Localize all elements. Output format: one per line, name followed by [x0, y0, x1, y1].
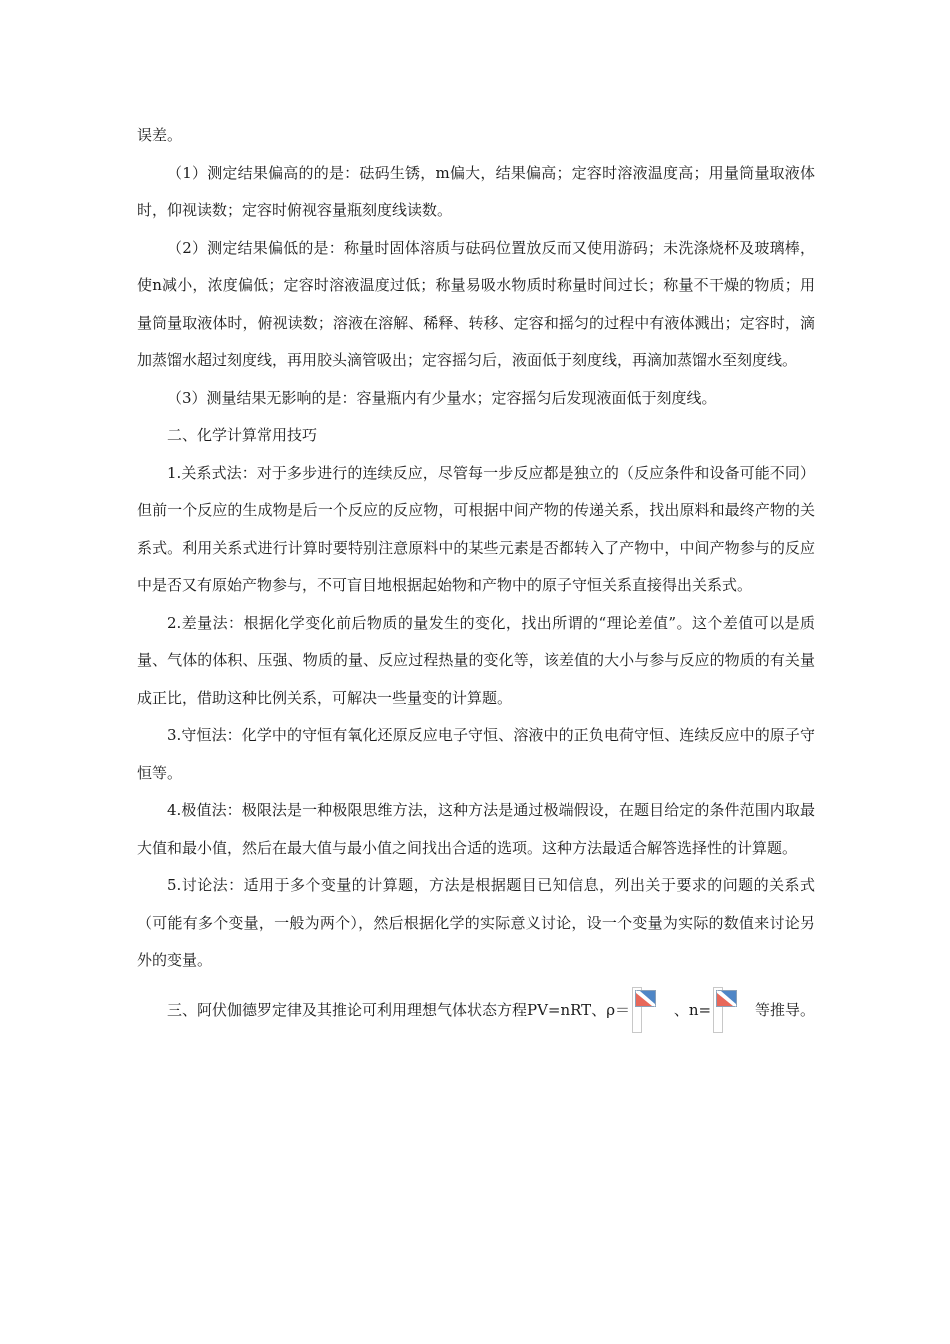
avogadro-text-start: 三、阿伏伽德罗定律及其推论可利用理想气体状态方程PV=nRT、ρ＝ — [167, 1000, 631, 1019]
paragraph-result-low: （2）测定结果偏低的是：称量时固体溶质与砝码位置放反而又使用游码；未洗涤烧杯及玻璃棒，使n减小，浓度偏低；定容时溶液温度过低；称量易吸水物质时称量时间过长；称量不干燥的物质；用量筒量取液体时，俯视读数；溶液在溶解、稀释、转移、定容和摇匀的过程中有液体溅出；定容时，滴加蒸馏水超过刻度线，再用胶头滴管吸出；定容摇匀后，液面低于刻度线，再滴加蒸馏水至刻度线。 — [137, 238, 815, 369]
avogadro-text-end: 等推导。 — [754, 1000, 815, 1019]
formula-density-image-icon — [632, 987, 642, 1033]
paragraph-discussion-method: 5.讨论法：适用于多个变量的计算题，方法是根据题目已知信息，列出关于要求的问题的关系式（可能有多个变量，一般为两个），然后根据化学的实际意义讨论，设一个变量为实际的数值来讨论另外的变量。 — [137, 876, 815, 969]
paragraph-result-no-effect: （3）测量结果无影响的是：容量瓶内有少量水；定容摇匀后发现液面低于刻度线。 — [167, 388, 717, 407]
paragraph-continuation: 误差。 — [137, 126, 183, 144]
paragraph-conservation-method: 3.守恒法：化学中的守恒有氧化还原反应电子守恒、溶液中的正负电荷守恒、连续反应中的原子守恒等。 — [137, 726, 815, 782]
paragraph-result-high: （1）测定结果偏高的的是：砝码生锈，m偏大，结果偏高；定容时溶液温度高；用量筒量取液体时，仰视读数；定容时俯视容量瓶刻度线读数。 — [137, 163, 815, 219]
paragraph-difference-method: 2.差量法：根据化学变化前后物质的量发生的变化，找出所谓的“理论差值”。这个差值可以是质量、气体的体积、压强、物质的量、反应过程热量的变化等，该差值的大小与参与反应的物质的有关量成正比，借助这种比例关系，可解决一些量变的计算题。 — [137, 613, 815, 707]
avogadro-text-middle: 、n= — [673, 1000, 712, 1019]
paragraph-relation-method: 1.关系式法：对于多步进行的连续反应，尽管每一步反应都是独立的（反应条件和设备可能不同）但前一个反应的生成物是后一个反应的反应物，可根据中间产物的传递关系，找出原料和最终产物的关系式。利用关系式进行计算时要特别注意原料中的某些元素是否都转入了产物中，中间产物参与的反应中是否又有原始产物参与，不可盲目地根据起始物和产物中的原子守恒关系直接得出关系式。 — [137, 463, 815, 594]
formula-moles-image-icon — [713, 987, 723, 1033]
paragraph-extreme-value-method: 4.极值法：极限法是一种极限思维方法，这种方法是通过极端假设，在题目给定的条件范围内取最大值和最小值，然后在最大值与最小值之间找出合适的选项。这种方法最适合解答选择性的计算题。 — [137, 801, 815, 857]
document-body — [137, 117, 815, 1033]
paragraph-avogadro-law — [137, 987, 815, 1033]
section-heading-calculation-techniques: 二、化学计算常用技巧 — [167, 426, 318, 444]
